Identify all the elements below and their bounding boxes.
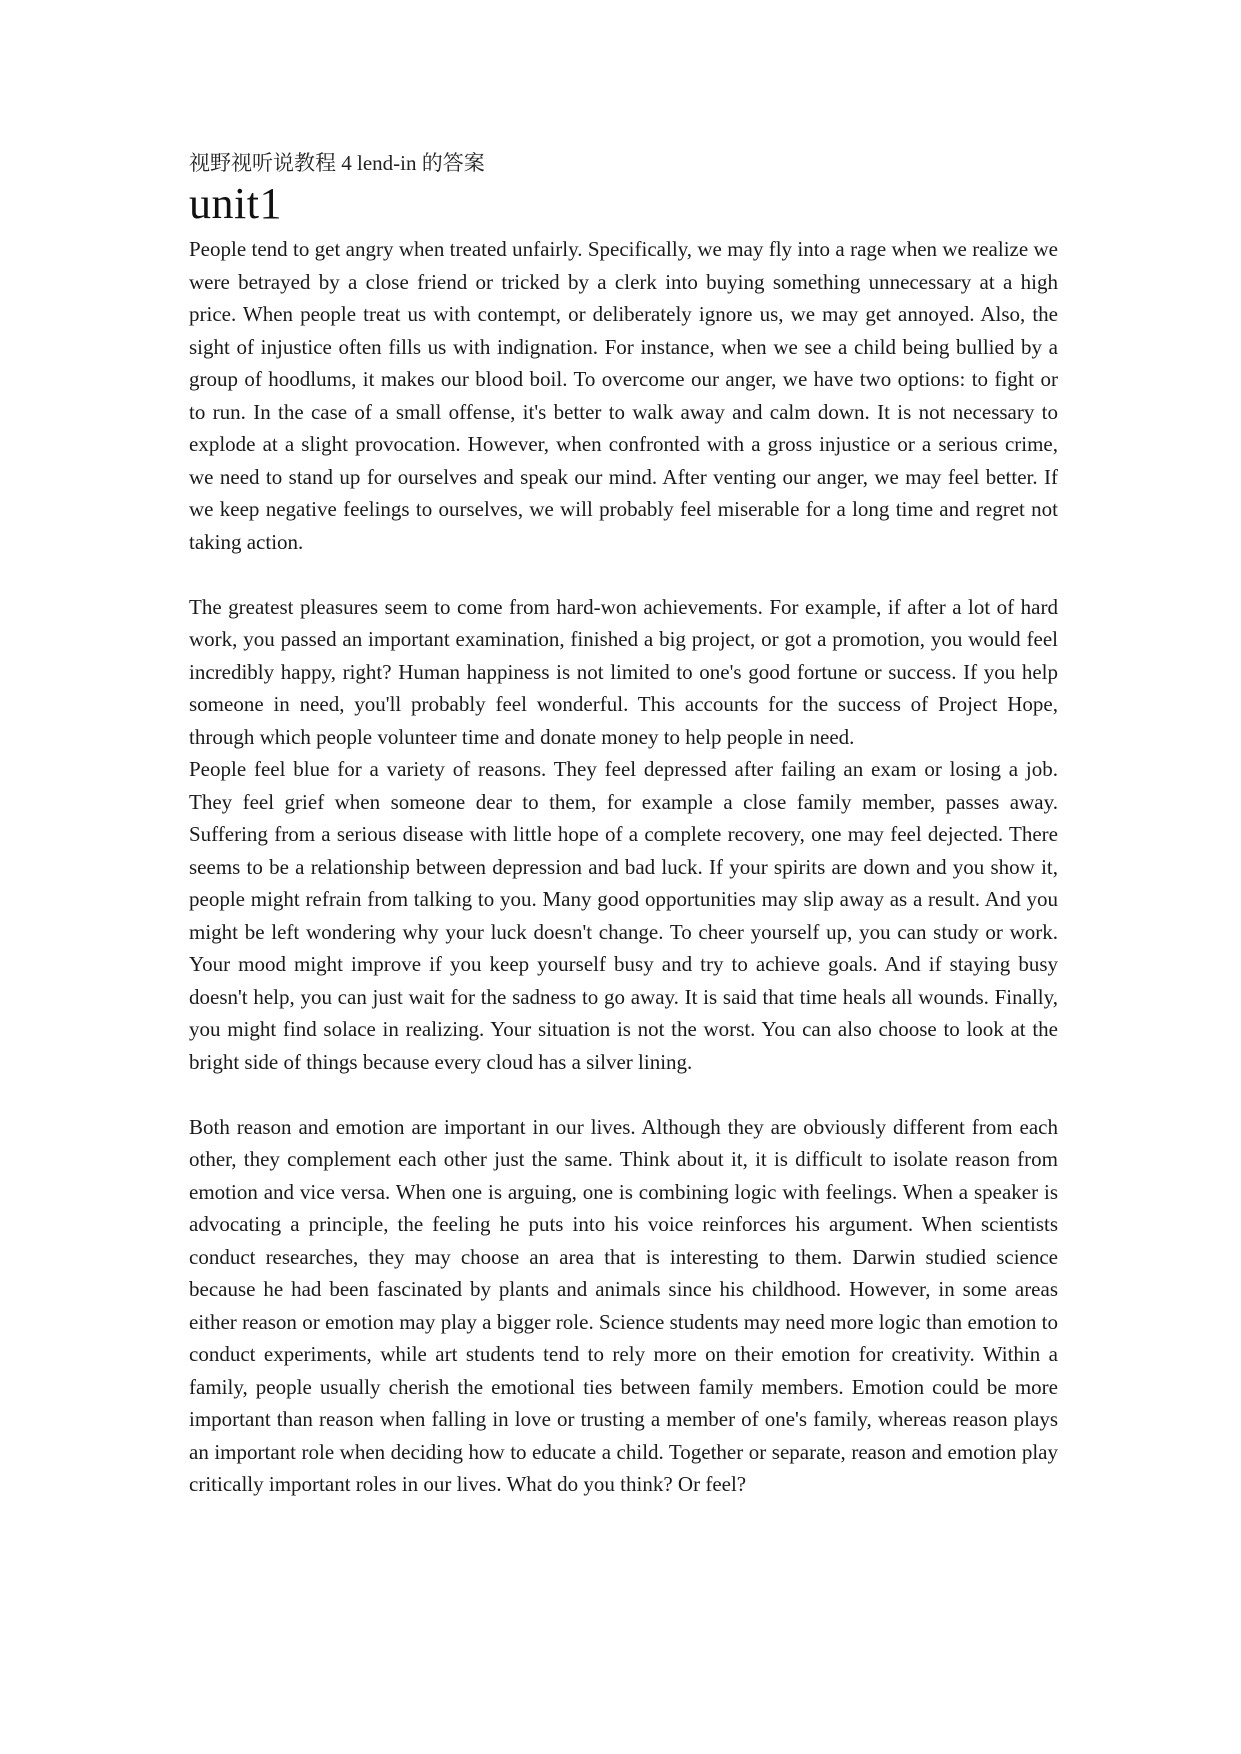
paragraph-happiness: The greatest pleasures seem to come from hard-won achievements. For example, if after a lot of hard work, you passed an important examination, finished a big project, or got a promotion, you would feel incredibly happy, right? Human happiness is not limited to one's good fortune or success. If you help someone in need, you'll probably feel wonderful. This accounts for the success of Project Hope, through which people volunteer time and donate money to help people in need. <box>189 594 1058 749</box>
document-page <box>189 147 1058 1501</box>
paragraph-anger: People tend to get angry when treated unfairly. Specifically, we may fly into a rage when we realize we were betrayed by a close friend or tricked by a clerk into buying something unnecessary at a high price. When people treat us with contempt, or deliberately ignore us, we may get annoyed. Also, the sight of injustice often fills us with indignation. For instance, when we see a child being bullied by a group of hoodlums, it makes our blood boil. To overcome our anger, we have two options: to fight or to run. In the case of a small offense, it's better to walk away and calm down. It is not necessary to explode at a slight provocation. However, when confronted with a gross injustice or a serious crime, we need to stand up for ourselves and speak our mind. After venting our anger, we may feel better. If we keep negative feelings to ourselves, we will probably feel miserable for a long time and regret not taking action. <box>189 237 1058 554</box>
paragraph-sadness: People feel blue for a variety of reasons. They feel depressed after failing an exam or losing a job. They feel grief when someone dear to them, for example a close family member, passes away. Suffering from a serious disease with little hope of a complete recovery, one may feel dejected. There seems to be a relationship between depression and bad luck. If your spirits are down and you show it, people might refrain from talking to you. Many good opportunities may slip away as a result. And you might be left wondering why your luck doesn't change. To cheer yourself up, you can study or work. Your mood might improve if you keep yourself busy and try to achieve goals. And if staying busy doesn't help, you can just wait for the sadness to go away. It is said that time heals all wounds. Finally, you might find solace in realizing. Your situation is not the worst. You can also choose to look at the bright side of things because every cloud has a silver lining. <box>189 757 1058 1074</box>
unit-heading: unit1 <box>189 179 282 228</box>
paragraph-gap <box>189 1078 1058 1111</box>
paragraph-reason-emotion: Both reason and emotion are important in our lives. Although they are obviously different from each other, they complement each other just the same. Think about it, it is difficult to isolate reason from emotion and vice versa. When one is arguing, one is combining logic with feelings. When a speaker is advocating a principle, the feeling he puts into his voice reinforces his argument. When scientists conduct researches, they may choose an area that is interesting to them. Darwin studied science because he had been fascinated by plants and animals since his childhood. However, in some areas either reason or emotion may play a bigger role. Science students may need more logic than emotion to conduct experiments, while art students tend to rely more on their emotion for creativity. Within a family, people usually cherish the emotional ties between family members. Emotion could be more important than reason when falling in love or trusting a member of one's family, whereas reason plays an important role when deciding how to educate a child. Together or separate, reason and emotion play critically important roles in our lives. What do you think? Or feel? <box>189 1114 1058 1496</box>
document-title: 视野视听说教程 4 lend-in 的答案 <box>189 151 485 175</box>
paragraph-gap <box>189 558 1058 591</box>
